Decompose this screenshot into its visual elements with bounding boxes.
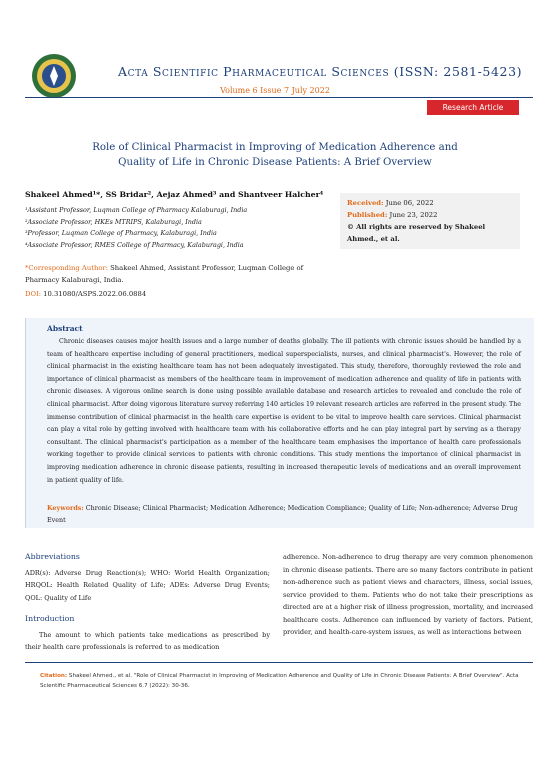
affiliations (25, 205, 345, 251)
affiliation-3: ³Professor, Luqman College of Pharmacy, Kalaburagi, India (25, 229, 217, 237)
article-type-badge: Research Article (427, 100, 519, 115)
citation-label: Citation: (40, 673, 68, 679)
abstract-heading: Abstract (47, 324, 83, 333)
abbreviations-heading: Abbreviations (25, 552, 80, 561)
abbreviations-text: ADR(s): Adverse Drug Reaction(s); WHO: World Health Organization; HRQOL: Health Related Quality of Life; ADEs: Adverse Drug Events; QOL: Quality of Life (25, 568, 270, 602)
doi (25, 290, 335, 298)
journal-title: Acta Scientific Pharmaceutical Sciences (ISSN: 2581-5423) (118, 64, 523, 79)
footer-divider (25, 662, 533, 663)
header-divider (25, 97, 533, 98)
affiliation-1: ¹Assistant Professor, Luqman College of Pharmacy Kalaburagi, India (25, 206, 248, 214)
introduction-heading: Introduction (25, 614, 75, 623)
author-list: Shakeel Ahmed¹*, SS Bridar², Aejaz Ahmed³ and Shantveer Halcher⁴ (25, 190, 324, 199)
doi-label: DOI: (25, 290, 41, 298)
published-label: Published: (347, 211, 388, 219)
received-date: June 06, 2022 (383, 199, 434, 207)
keywords-label: Keywords: (47, 504, 84, 512)
keywords (47, 503, 521, 526)
citation-text: Shakeel Ahmed., et al. "Role of Clinical Pharmacist in Improving of Medication Adherence and Quality of Life in Chronic Disease Patients: A Brief Overview". Acta Scientific Pharmaceutical Sciences 6.7 (2022): 30-36. (40, 673, 519, 689)
corresponding-label: *Corresponding Author: (25, 264, 108, 272)
title-line-1: Role of Clinical Pharmacist in Improving of Medication Adherence and (92, 142, 458, 153)
corresponding-text: Shakeel Ahmed, Assistant Professor, Luqman College of Pharmacy Kalaburagi, India. (25, 264, 304, 284)
right-column: adherence. Non-adherence to drug therapy are very common phenomenon in chronic disease patients. There are so many factors contribute in patient non-adherence such as patient views and characters, illness, social issues, service provided to them. Patients who do not take their prescriptions as directed are at a higher risk of illness progression, mortality, and increased healthcare costs. Adherence can influenced by variety of factors. Patient, provider, and health-care-system issues, as well as interactions between (283, 553, 533, 636)
dates-info (347, 197, 515, 245)
left-column (25, 551, 270, 654)
published-date: June 23, 2022 (387, 211, 438, 219)
affiliation-4: ⁴Associate Professor, RMES College of Pharmacy, Kalaburagi, India (25, 240, 244, 249)
doi-link[interactable]: 10.31080/ASPS.2022.06.0884 (41, 290, 147, 298)
received-label: Received: (347, 199, 384, 207)
citation (40, 671, 520, 691)
introduction-text: The amount to which patients take medications as prescribed by their health care professionals is referred to as medication (25, 630, 270, 651)
article-title (60, 140, 490, 170)
corresponding-author (25, 263, 335, 286)
abstract-body: Chronic diseases causes major health issues and a large number of deaths globally. The ill patients with chronic issues should be handled by a team of healthcare expertise including of general practitioners, medical superspecialists, nurses, and clinical pharmacist's. However, the role of clinical pharmacist in the existing healthcare team has not been adequately investigated. This study, therefore, thoroughly reviewed the role and importance of clinical pharmacist as members of the healthcare team in improvement of medication adherence and quality of life in patients with chronic diseases. A vigorous online search is done using possible available database and research articles to revealed and conclude the role of clinical pharmacist. After doing vigorous literature survey referring 140 articles 19 relevant research articles are referred in the present study. The immense contribution of clinical pharmacist in the health care expertise is evident to be vital to improve health care services. Clinical pharmacist can play a vital role by getting involved with healthcare team with his collaborative efforts and he can play integral part by serving as a therapy consultant. The clinical pharmacist's participation as a member of the healthcare team emphasises the importance of health care professionals working together to provide clinical services to patients with chronic conditions. This study mentions the importance of clinical pharmacist in improving medication adherence in chronic disease patients, resulting in increased therapeutic levels of medications and an overall improvement in patient quality of life. (47, 338, 521, 484)
volume-issue: Volume 6 Issue 7 July 2022 (220, 86, 330, 95)
keywords-list: Chronic Disease; Clinical Pharmacist; Medication Adherence; Medication Compliance; Quality of Life; Non-adherence; Adverse Drug Event (47, 504, 518, 524)
rights-statement: © All rights are reserved by Shakeel Ahmed., et al. (347, 223, 486, 243)
title-line-2: Quality of Life in Chronic Disease Patients: A Brief Overview (118, 157, 432, 168)
affiliation-2: ²Associate Professor, HKEs MTRIPS, Kalaburagi, India (25, 217, 202, 226)
